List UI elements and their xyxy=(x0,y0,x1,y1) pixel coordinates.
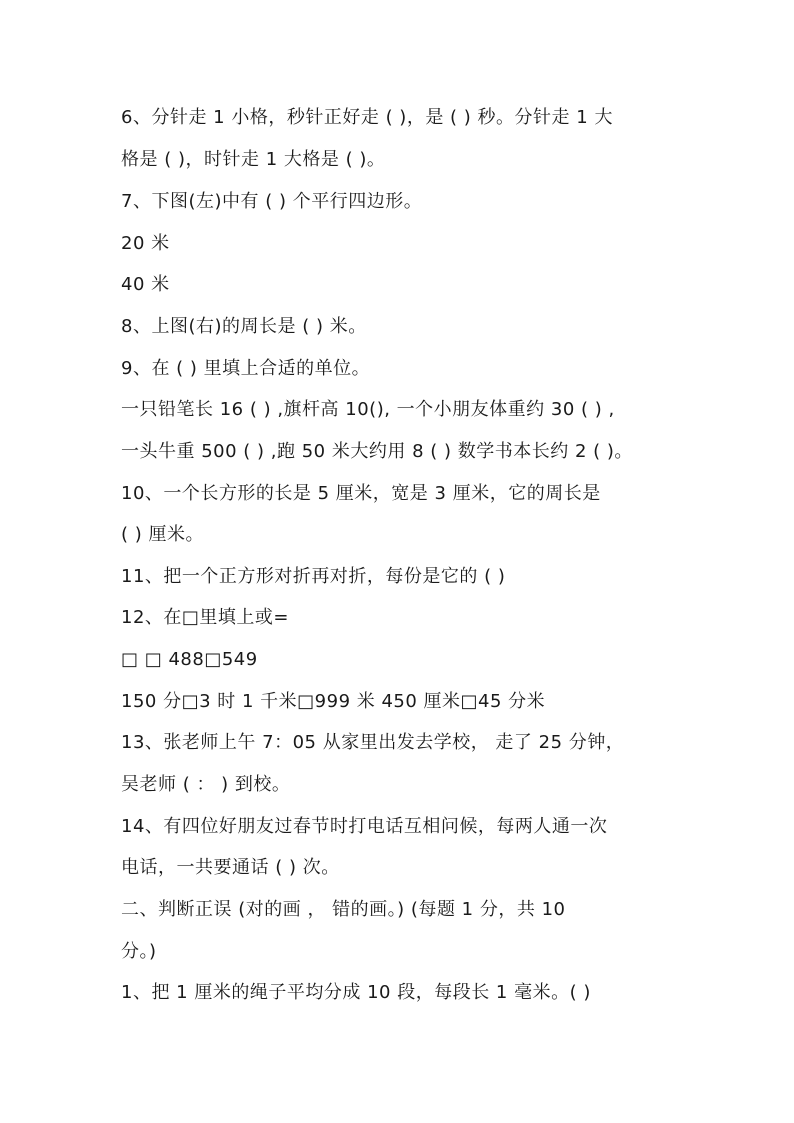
question-10-line-1: 10、一个长方形的长是 5 厘米，宽是 3 厘米，它的周长是 xyxy=(121,483,601,504)
question-12: 12、在□里填上或= xyxy=(121,607,289,628)
question-12-line-3: 150 分□3 时 1 千米□999 米 450 厘米□45 分米 xyxy=(121,691,546,712)
figure-label-40m: 40 米 xyxy=(121,274,170,295)
question-7: 7、下图(左)中有 ( ) 个平行四边形。 xyxy=(121,191,423,212)
question-9-line-3: 一头牛重 500 ( ) ,跑 50 米大约用 8 ( ) 数学书本长约 2 ( )。 xyxy=(121,441,633,462)
question-8: 8、上图(右)的周长是 ( ) 米。 xyxy=(121,316,367,337)
question-12-line-2: □ □ 488□549 xyxy=(121,649,258,670)
question-9: 9、在 ( ) 里填上合适的单位。 xyxy=(121,358,371,379)
figure-label-20m: 20 米 xyxy=(121,233,170,254)
question-6-line-1: 6、分针走 1 小格，秒针正好走 ( )，是 ( ) 秒。分针走 1 大 xyxy=(121,107,613,128)
question-10-line-2: ( ) 厘米。 xyxy=(121,524,204,545)
section-2-heading-line-1: 二、判断正误 (对的画 ， 错的画。) (每题 1 分，共 10 xyxy=(121,899,566,920)
question-13-line-1: 13、张老师上午 7：05 从家里出发去学校， 走了 25 分钟， xyxy=(121,732,625,753)
judgement-question-1: 1、把 1 厘米的绳子平均分成 10 段，每段长 1 毫米。( ) xyxy=(121,982,591,1003)
question-6-line-2: 格是 ( )，时针走 1 大格是 ( )。 xyxy=(121,149,386,170)
question-13-line-2: 吴老师 ( ： ) 到校。 xyxy=(121,774,291,795)
question-9-line-2: 一只铅笔长 16 ( ) ,旗杆高 10(), 一个小朋友体重约 30 ( ) , xyxy=(121,399,615,420)
question-11: 11、把一个正方形对折再对折，每份是它的 ( ) xyxy=(121,566,506,587)
section-2-heading-line-2: 分。) xyxy=(121,941,157,962)
question-14-line-2: 电话，一共要通话 ( ) 次。 xyxy=(121,857,340,878)
question-14-line-1: 14、有四位好朋友过春节时打电话互相问候，每两人通一次 xyxy=(121,816,608,837)
